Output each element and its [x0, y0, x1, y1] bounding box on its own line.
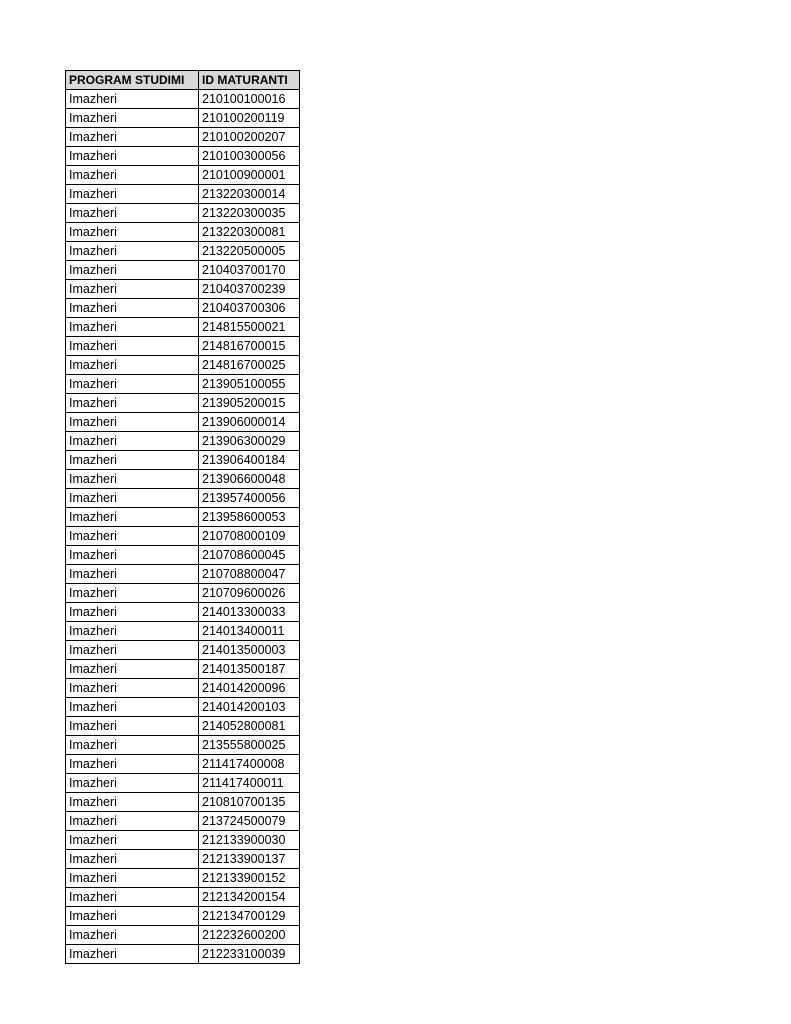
table-row: [66, 717, 300, 736]
table-row: [66, 831, 300, 850]
program-studimi-cell: Imazheri: [66, 413, 199, 432]
id-maturanti-cell: 213957400056: [199, 489, 300, 508]
table-row: [66, 337, 300, 356]
program-studimi-cell: Imazheri: [66, 432, 199, 451]
table-row: [66, 622, 300, 641]
program-studimi-cell: Imazheri: [66, 679, 199, 698]
program-studimi-cell: Imazheri: [66, 869, 199, 888]
program-studimi-cell: Imazheri: [66, 356, 199, 375]
table-row: [66, 356, 300, 375]
id-maturanti-cell: 213906000014: [199, 413, 300, 432]
program-studimi-cell: Imazheri: [66, 888, 199, 907]
table-row: [66, 204, 300, 223]
id-maturanti-cell: 210810700135: [199, 793, 300, 812]
program-studimi-cell: Imazheri: [66, 831, 199, 850]
program-studimi-cell: Imazheri: [66, 337, 199, 356]
id-maturanti-cell: 214013300033: [199, 603, 300, 622]
table-row: [66, 185, 300, 204]
table-row: [66, 945, 300, 964]
program-studimi-cell: Imazheri: [66, 375, 199, 394]
id-maturanti-cell: 210709600026: [199, 584, 300, 603]
program-studimi-cell: Imazheri: [66, 242, 199, 261]
id-maturanti-cell: 212134700129: [199, 907, 300, 926]
program-studimi-cell: Imazheri: [66, 717, 199, 736]
table-row: [66, 470, 300, 489]
table-row: [66, 90, 300, 109]
program-studimi-cell: Imazheri: [66, 109, 199, 128]
id-maturanti-cell: 214815500021: [199, 318, 300, 337]
table-row: [66, 869, 300, 888]
program-studimi-cell: Imazheri: [66, 299, 199, 318]
table-row: [66, 375, 300, 394]
header-id-maturanti: ID MATURANTI: [199, 71, 300, 90]
table-row: [66, 812, 300, 831]
program-studimi-cell: Imazheri: [66, 527, 199, 546]
table-row: [66, 698, 300, 717]
program-studimi-cell: Imazheri: [66, 185, 199, 204]
id-maturanti-cell: 212233100039: [199, 945, 300, 964]
table-row: [66, 660, 300, 679]
header-program-studimi: PROGRAM STUDIMI: [66, 71, 199, 90]
id-maturanti-cell: 214816700025: [199, 356, 300, 375]
program-studimi-cell: Imazheri: [66, 451, 199, 470]
program-studimi-cell: Imazheri: [66, 907, 199, 926]
program-studimi-cell: Imazheri: [66, 926, 199, 945]
program-studimi-cell: Imazheri: [66, 850, 199, 869]
program-studimi-cell: Imazheri: [66, 546, 199, 565]
program-studimi-cell: Imazheri: [66, 166, 199, 185]
table-row: [66, 755, 300, 774]
id-maturanti-cell: 210100200119: [199, 109, 300, 128]
program-studimi-cell: Imazheri: [66, 204, 199, 223]
table-row: [66, 261, 300, 280]
table-row: [66, 223, 300, 242]
table-row: [66, 489, 300, 508]
table-row: [66, 546, 300, 565]
id-maturanti-cell: 212133900137: [199, 850, 300, 869]
id-maturanti-cell: 214014200096: [199, 679, 300, 698]
program-studimi-cell: Imazheri: [66, 774, 199, 793]
program-studimi-cell: Imazheri: [66, 470, 199, 489]
id-maturanti-cell: 212133900030: [199, 831, 300, 850]
id-maturanti-cell: 214013400011: [199, 622, 300, 641]
table-row: [66, 603, 300, 622]
table-row: [66, 128, 300, 147]
program-studimi-cell: Imazheri: [66, 90, 199, 109]
table-row: [66, 679, 300, 698]
program-studimi-cell: Imazheri: [66, 280, 199, 299]
id-maturanti-cell: 210708800047: [199, 565, 300, 584]
id-maturanti-cell: 212133900152: [199, 869, 300, 888]
table-row: [66, 584, 300, 603]
id-maturanti-cell: 213906400184: [199, 451, 300, 470]
id-maturanti-cell: 213905100055: [199, 375, 300, 394]
id-maturanti-cell: 210403700306: [199, 299, 300, 318]
program-studimi-cell: Imazheri: [66, 128, 199, 147]
program-studimi-cell: Imazheri: [66, 945, 199, 964]
program-studimi-cell: Imazheri: [66, 698, 199, 717]
program-studimi-cell: Imazheri: [66, 660, 199, 679]
id-maturanti-cell: 214816700015: [199, 337, 300, 356]
table-row: [66, 318, 300, 337]
table-row: [66, 413, 300, 432]
id-maturanti-cell: 210100200207: [199, 128, 300, 147]
id-maturanti-cell: 210708000109: [199, 527, 300, 546]
id-maturanti-cell: 214013500003: [199, 641, 300, 660]
id-maturanti-cell: 210100300056: [199, 147, 300, 166]
table-row: [66, 394, 300, 413]
table-row: [66, 774, 300, 793]
table-body: [66, 90, 300, 964]
table-row: [66, 166, 300, 185]
id-maturanti-cell: 214014200103: [199, 698, 300, 717]
program-studimi-cell: Imazheri: [66, 812, 199, 831]
table-row: [66, 888, 300, 907]
table-row: [66, 736, 300, 755]
table-row: [66, 926, 300, 945]
table-row: [66, 280, 300, 299]
table-row: [66, 299, 300, 318]
id-maturanti-cell: 210403700239: [199, 280, 300, 299]
program-studimi-cell: Imazheri: [66, 565, 199, 584]
id-maturanti-cell: 213958600053: [199, 508, 300, 527]
id-maturanti-cell: 213724500079: [199, 812, 300, 831]
table-row: [66, 147, 300, 166]
id-maturanti-cell: 210708600045: [199, 546, 300, 565]
program-studimi-cell: Imazheri: [66, 394, 199, 413]
students-table: [65, 70, 300, 964]
table-row: [66, 242, 300, 261]
program-studimi-cell: Imazheri: [66, 793, 199, 812]
program-studimi-cell: Imazheri: [66, 622, 199, 641]
id-maturanti-cell: 214052800081: [199, 717, 300, 736]
id-maturanti-cell: 212232600200: [199, 926, 300, 945]
id-maturanti-cell: 210100900001: [199, 166, 300, 185]
program-studimi-cell: Imazheri: [66, 584, 199, 603]
program-studimi-cell: Imazheri: [66, 489, 199, 508]
id-maturanti-cell: 213220300081: [199, 223, 300, 242]
table-row: [66, 850, 300, 869]
program-studimi-cell: Imazheri: [66, 261, 199, 280]
table-row: [66, 109, 300, 128]
id-maturanti-cell: 211417400008: [199, 755, 300, 774]
id-maturanti-cell: 213906300029: [199, 432, 300, 451]
table-row: [66, 565, 300, 584]
table-row: [66, 793, 300, 812]
program-studimi-cell: Imazheri: [66, 223, 199, 242]
id-maturanti-cell: 213555800025: [199, 736, 300, 755]
id-maturanti-cell: 210100100016: [199, 90, 300, 109]
id-maturanti-cell: 213220300014: [199, 185, 300, 204]
program-studimi-cell: Imazheri: [66, 755, 199, 774]
table-row: [66, 451, 300, 470]
id-maturanti-cell: 214013500187: [199, 660, 300, 679]
id-maturanti-cell: 211417400011: [199, 774, 300, 793]
table-header-row: [66, 71, 300, 90]
id-maturanti-cell: 213905200015: [199, 394, 300, 413]
id-maturanti-cell: 210403700170: [199, 261, 300, 280]
program-studimi-cell: Imazheri: [66, 603, 199, 622]
table-row: [66, 432, 300, 451]
program-studimi-cell: Imazheri: [66, 736, 199, 755]
program-studimi-cell: Imazheri: [66, 147, 199, 166]
table-row: [66, 508, 300, 527]
program-studimi-cell: Imazheri: [66, 318, 199, 337]
id-maturanti-cell: 213220500005: [199, 242, 300, 261]
program-studimi-cell: Imazheri: [66, 641, 199, 660]
id-maturanti-cell: 213906600048: [199, 470, 300, 489]
table-row: [66, 907, 300, 926]
table-row: [66, 641, 300, 660]
id-maturanti-cell: 212134200154: [199, 888, 300, 907]
id-maturanti-cell: 213220300035: [199, 204, 300, 223]
table-row: [66, 527, 300, 546]
program-studimi-cell: Imazheri: [66, 508, 199, 527]
